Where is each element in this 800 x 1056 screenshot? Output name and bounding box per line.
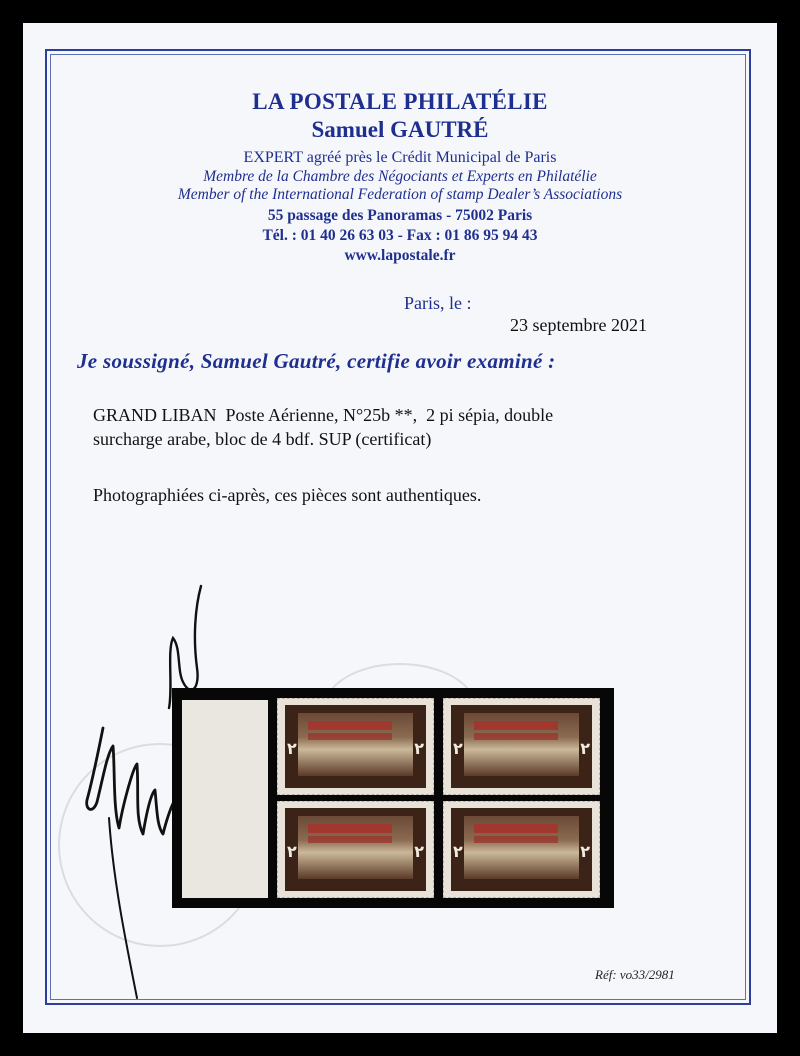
stamp-value-right: ٢ <box>580 842 590 861</box>
expert-name: Samuel GAUTRÉ <box>311 117 489 142</box>
red-overprint-double <box>308 733 392 740</box>
item-description-line-2: surcharge arabe, bloc de 4 bdf. SUP (certificat) <box>93 429 432 449</box>
stamp-block-photo <box>172 688 614 908</box>
address: 55 passage des Panoramas - 75002 Paris <box>267 207 533 224</box>
membership-fr: Membre de la Chambre des Négociants et Experts en Philatélie <box>203 168 597 185</box>
reference-number: Réf: vo33/2981 <box>595 967 675 982</box>
place-label: Paris, le : <box>404 293 472 313</box>
expert-accreditation <box>23 149 777 167</box>
phone-fax: Tél. : 01 40 26 63 03 - Fax : 01 86 95 94 43 <box>262 227 538 244</box>
stamp-value-right: ٢ <box>414 739 424 758</box>
red-overprint <box>308 824 392 833</box>
certificate-date: 23 septembre 2021 <box>510 315 647 335</box>
website: www.lapostale.fr <box>344 247 456 264</box>
certificate-sheet <box>23 23 777 1033</box>
membership-en: Member of the International Federation of stamp Dealer’s Associations <box>177 186 623 203</box>
red-overprint-double <box>308 836 392 843</box>
red-overprint <box>474 824 558 833</box>
expert-accreditation-rest: agréé près le Crédit Municipal de Paris <box>302 149 557 166</box>
stamp-top-left <box>277 698 434 795</box>
item-description-line-1: GRAND LIBAN Poste Aérienne, N°25b **, 2 pi sépia, double <box>93 405 554 425</box>
item-description <box>93 403 713 451</box>
stamp-value-left: ٢ <box>453 842 463 861</box>
sheet-margin <box>182 700 268 898</box>
certification-statement: Je soussigné, Samuel Gautré, certifie avoir examiné : <box>77 349 556 373</box>
stamp-value-left: ٢ <box>453 739 463 758</box>
red-overprint-double <box>474 836 558 843</box>
expert-accreditation-sc: EXPERT <box>243 149 303 166</box>
stamp-value-right: ٢ <box>580 739 590 758</box>
red-overprint <box>474 721 558 730</box>
stamp-top-right <box>443 698 600 795</box>
stamp-value-left: ٢ <box>287 842 297 861</box>
red-overprint <box>308 721 392 730</box>
red-overprint-double <box>474 733 558 740</box>
stamp-bottom-left <box>277 801 434 898</box>
stamp-bottom-right <box>443 801 600 898</box>
authenticity-statement: Photographiées ci-après, ces pièces sont authentiques. <box>93 485 482 505</box>
stamp-value-right: ٢ <box>414 842 424 861</box>
company-name: LA POSTALE PHILATÉLIE <box>252 89 548 114</box>
stamp-value-left: ٢ <box>287 739 297 758</box>
